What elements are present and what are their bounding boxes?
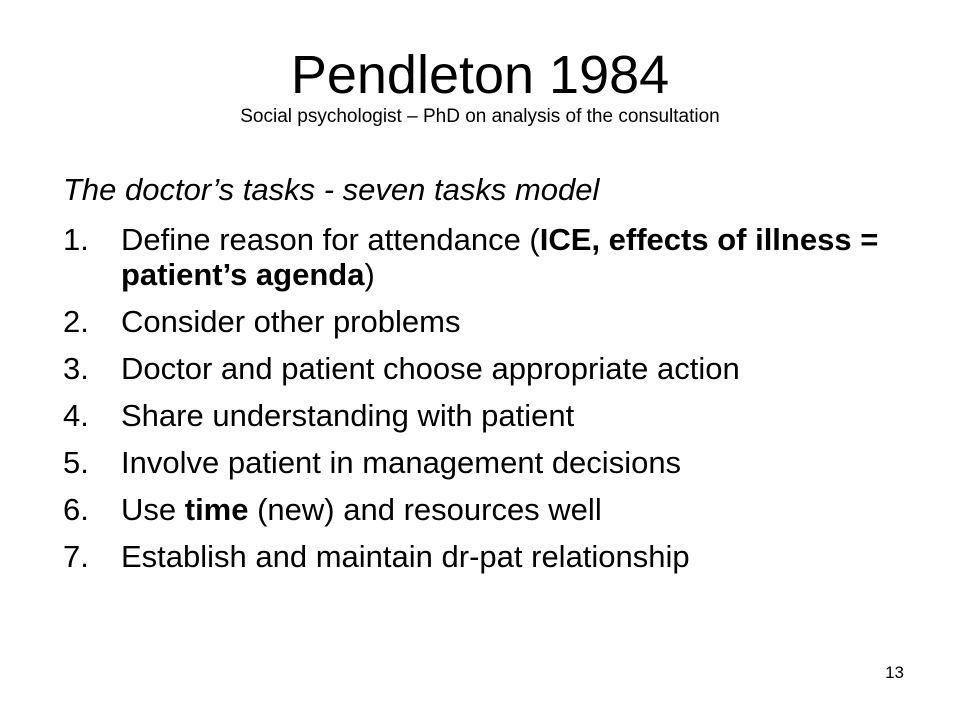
task-text-segment: (new) and resources well	[248, 492, 602, 527]
task-item	[63, 539, 903, 574]
task-number: 1.	[63, 222, 89, 257]
task-text-segment: Use	[121, 492, 185, 527]
task-text-segment: Establish and maintain dr-pat relationship	[121, 539, 690, 574]
task-item	[63, 492, 903, 527]
task-number: 5.	[63, 445, 89, 480]
task-text-bold: ICE, effects of illness = patient’s agenda	[121, 222, 879, 292]
task-item	[63, 445, 903, 480]
task-text-segment: Share understanding with patient	[121, 398, 575, 433]
task-text	[121, 304, 460, 339]
task-text	[121, 539, 690, 574]
list-heading: The doctor’s tasks - seven tasks model	[63, 172, 600, 207]
task-text-segment: Doctor and patient choose appropriate action	[121, 351, 740, 386]
task-text	[121, 492, 602, 527]
task-item	[63, 398, 903, 433]
title-block	[0, 44, 960, 128]
slide-subtitle: Social psychologist – PhD on analysis of the consultation	[240, 106, 720, 127]
task-number: 3.	[63, 351, 89, 386]
task-text	[121, 445, 681, 480]
task-item	[63, 351, 903, 386]
task-number: 6.	[63, 492, 89, 527]
task-item	[63, 222, 903, 292]
task-number: 7.	[63, 539, 89, 574]
task-number: 4.	[63, 398, 89, 433]
slide-title: Pendleton 1984	[290, 45, 670, 105]
task-text-bold: time	[184, 492, 249, 527]
task-text-segment: )	[364, 257, 375, 292]
task-text-segment: Define reason for attendance (	[121, 222, 540, 257]
task-list	[63, 222, 903, 586]
page-number: 13	[885, 663, 904, 682]
task-text	[121, 222, 878, 292]
task-text-segment: Involve patient in management decisions	[121, 445, 682, 480]
task-number: 2.	[63, 304, 89, 339]
task-text-segment: Consider other problems	[121, 304, 461, 339]
task-item	[63, 304, 903, 339]
task-text	[121, 351, 740, 386]
task-text	[121, 398, 574, 433]
